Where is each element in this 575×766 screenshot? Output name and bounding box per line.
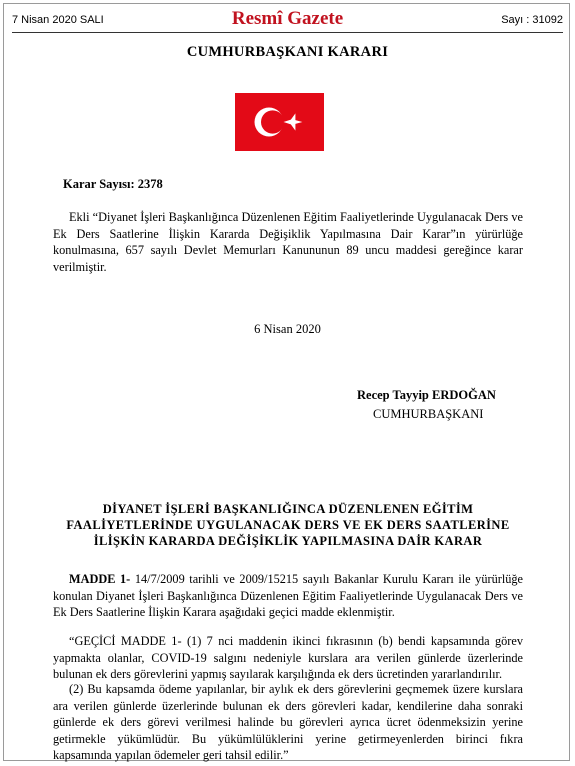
decree-number-value: 2378: [137, 177, 163, 191]
regulation-title: DİYANET İŞLERİ BAŞKANLIĞINCA DÜZENLENEN EĞİTİM FAALİYETLERİNDE UYGULANACAK DERS VE EK DERS SAATLERİNE İLİŞKİN KARARDA DEĞİŞİKLİK YAPILMASINA DAİR KARAR: [66, 502, 510, 548]
gazette-name: Resmî Gazete: [231, 8, 344, 29]
gazette-header: [12, 8, 563, 33]
decree-number: [63, 177, 163, 192]
issue-number: Sayı : 31092: [501, 14, 563, 26]
provisional-article-paragraph-2: (2) Bu kapsamda ödeme yapılanlar, bir aylık ek ders görevlerini geçmemek üzere kurslara ara verilen günlerde üzerlerinde bulunan ek ders görevleri kadar, kendilerine daha sonraki günlerde ek ders görevi verilmesi halinde bu görevleri ayrıca ücret ödenmeksizin yerine getirmekle yükümlüdür. Bu yükümlülüklerini yerine getirmeyenlerden birinci fıkra kapsamında yapılan ödemeler geri tahsil edilir.”: [53, 682, 523, 762]
article-1-text: 14/7/2009 tarihli ve 2009/15215 sayılı Bakanlar Kurulu Kararı ile yürürlüğe konulan Diyanet İşleri Başkanlığınca Düzenlenen Eğitim Faaliyetlerinde Uygulanacak Ders ve Ek Ders Saatlerine İlişkin Karara aşağıdaki geçici madde eklenmiştir.: [53, 572, 523, 619]
publication-date: 7 Nisan 2020 SALI: [12, 14, 104, 26]
turkish-flag-icon: [235, 93, 324, 151]
article-1-label: MADDE 1-: [69, 572, 131, 586]
provisional-article-paragraph-1: “GEÇİCİ MADDE 1- (1) 7 nci maddenin ikinci fıkrasının (b) bendi kapsamında görev yapmakta olanlar, COVID-19 salgını nedeniyle kurslara ara verilen günlerde üzerlerinde bulunan ek ders görevlerini yapmış sayılarak karşılığında ek ders ücretinden yararlandırılır.: [53, 634, 523, 681]
decree-intro: Ekli “Diyanet İşleri Başkanlığınca Düzenlenen Eğitim Faaliyetlerinde Uygulanacak Ders ve Ek Ders Saatlerine İlişkin Kararda Değişiklik Yapılmasına Dair Karar”ın yürürlüğe konulmasına, 657 sayılı Devlet Memurları Kanununun 89 uncu maddesi gereğince karar verilmiştir.: [53, 210, 523, 274]
signatory-title: CUMHURBAŞKANI: [373, 407, 484, 421]
signatory-name: Recep Tayyip ERDOĞAN: [357, 388, 496, 402]
article-1: [53, 571, 523, 621]
decree-title: CUMHURBAŞKANI KARARI: [186, 44, 389, 60]
decree-date: 6 Nisan 2020: [254, 322, 321, 336]
decree-number-label: Karar Sayısı:: [63, 177, 135, 191]
